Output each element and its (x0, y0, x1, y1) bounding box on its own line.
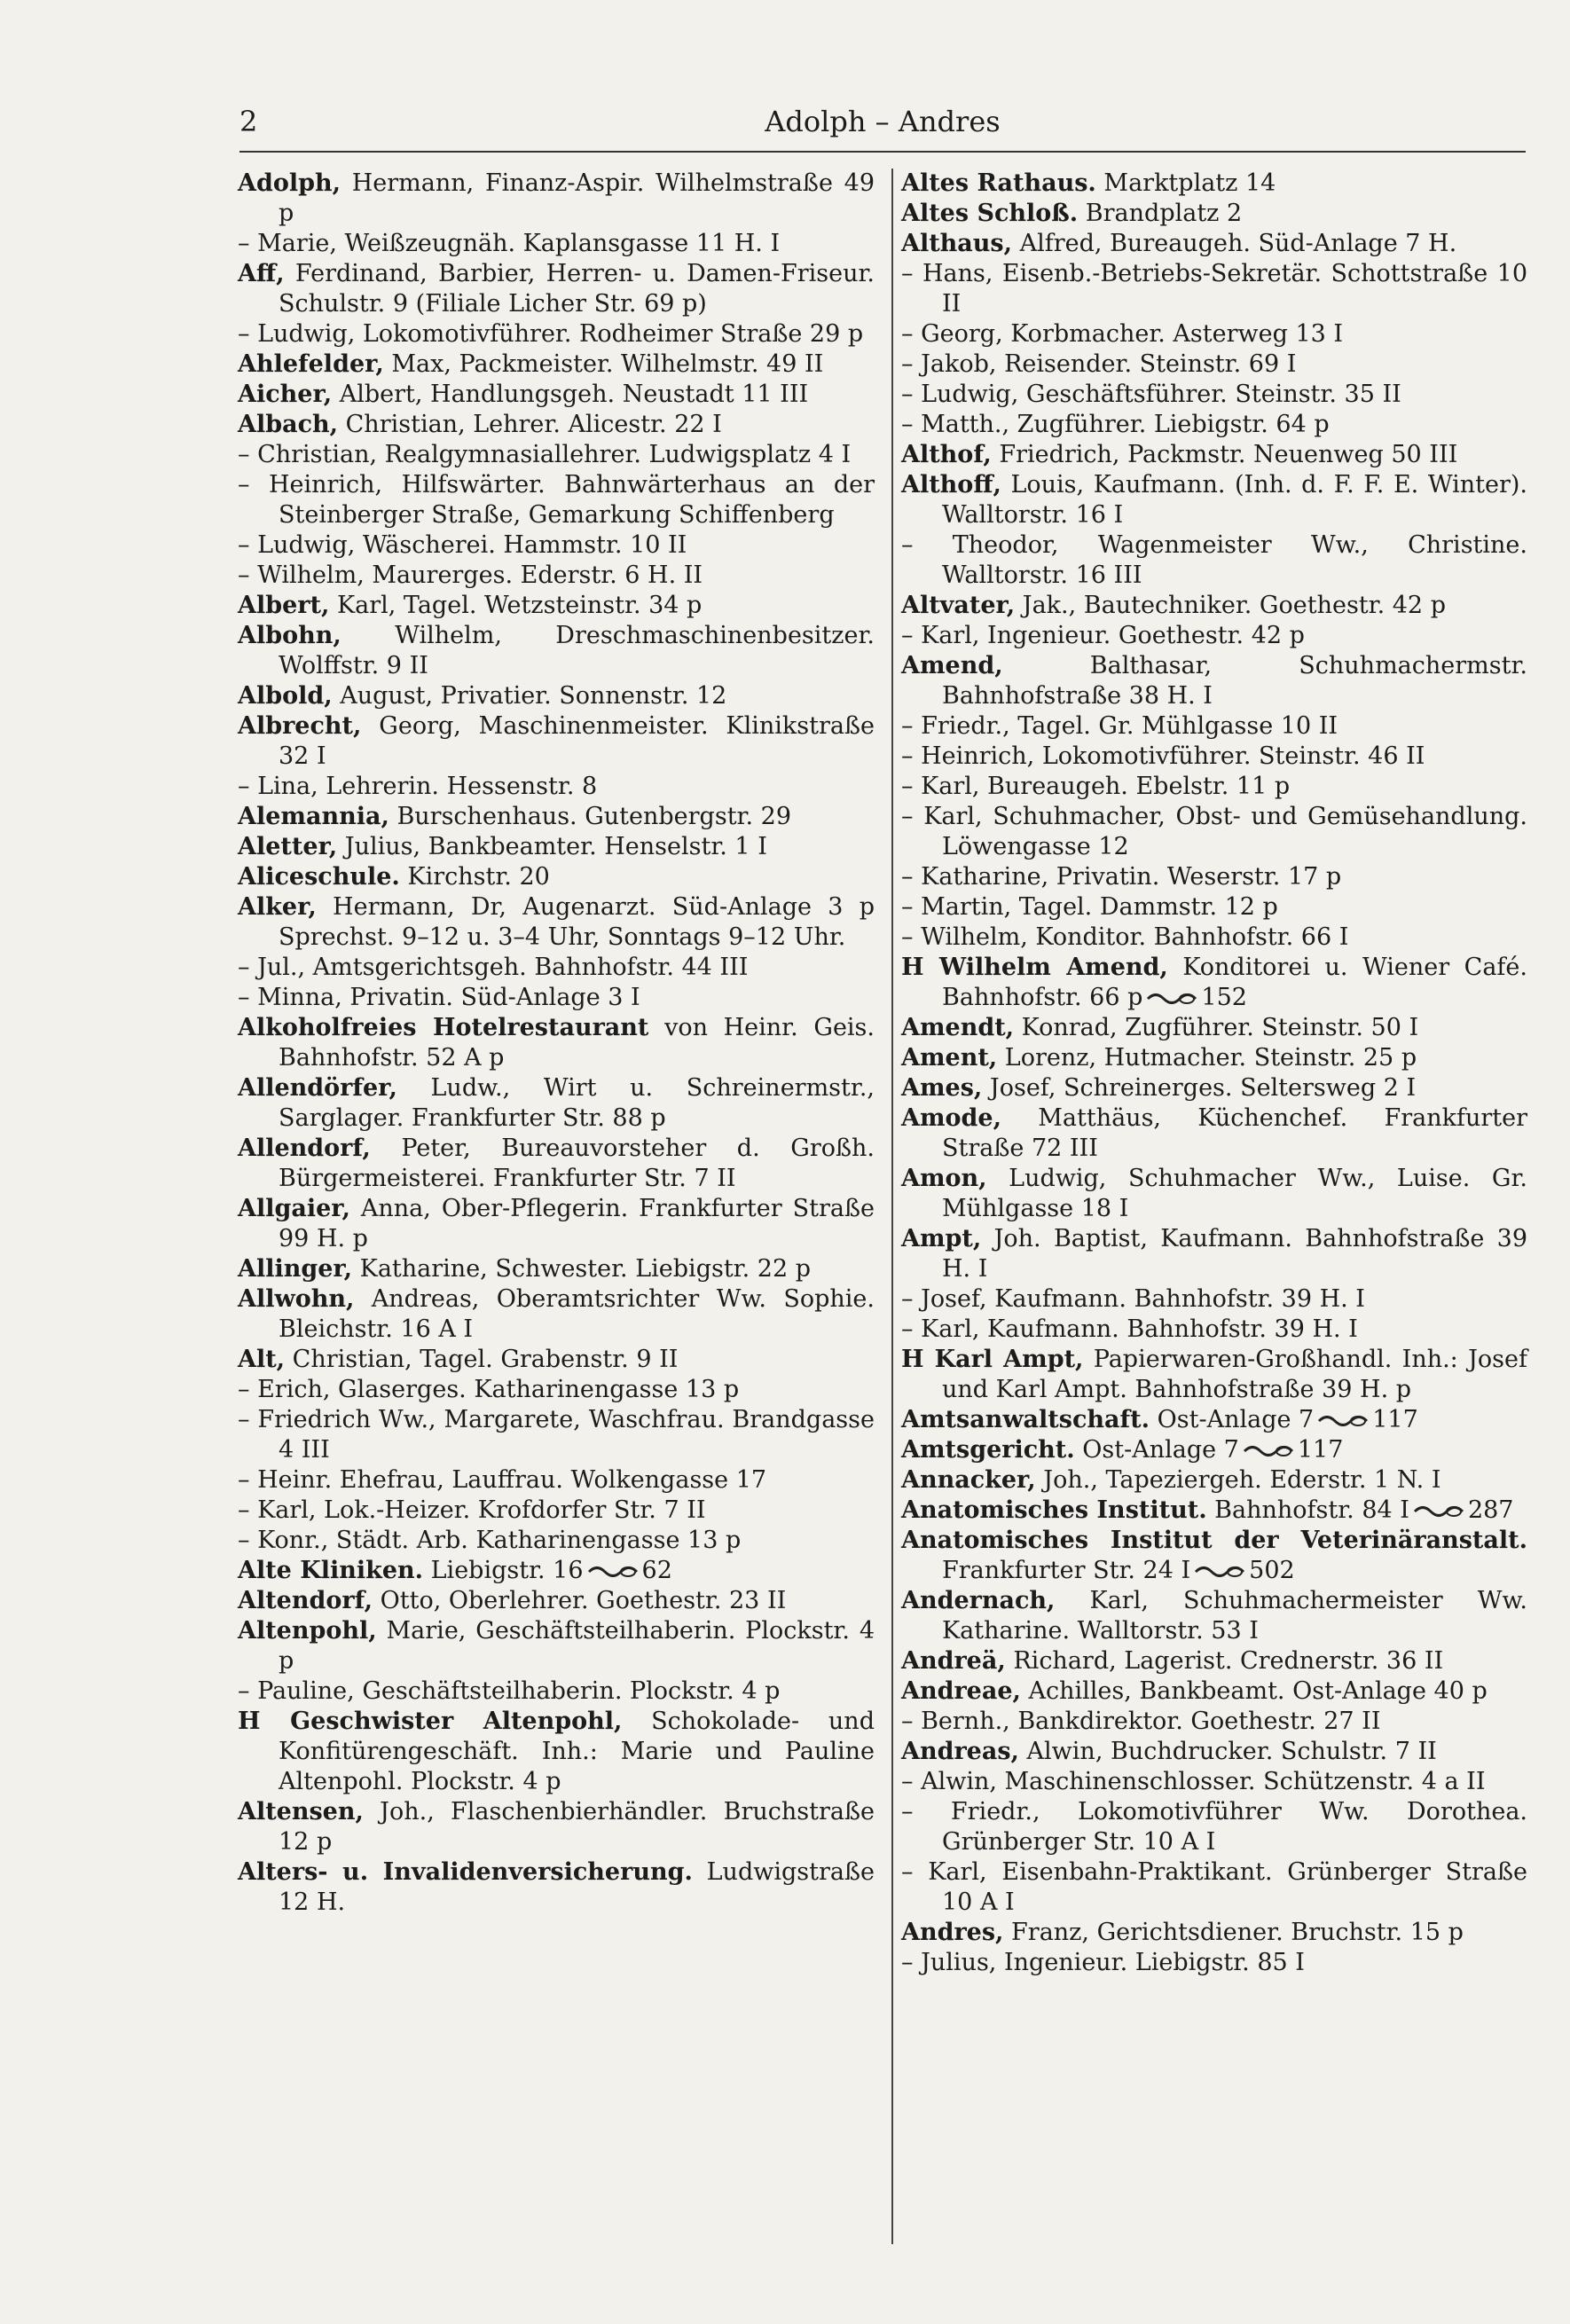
directory-entry (901, 1073, 1527, 1103)
telephone-icon (587, 1566, 639, 1578)
entry-details: – Heinrich, Hilfswärter. Bahnwärterhaus an der Steinberger Straße, Gemarkung Schiffenberg (238, 471, 875, 529)
directory-entry (238, 1345, 875, 1375)
entry-name: Altensen, (238, 1798, 364, 1825)
entry-name: Amon, (901, 1165, 987, 1192)
telephone-icon (1146, 993, 1197, 1005)
entry-details: Anna, Ober-Pflegerin. Frankfurter Straße 99 H. p (279, 1195, 875, 1252)
entry-details: Katharine, Schwester. Liebigstr. 22 p (352, 1255, 812, 1283)
entry-details: – Pauline, Geschäftsteilhaberin. Plockstr. 4 p (238, 1677, 781, 1705)
entry-details: – Alwin, Maschinenschlosser. Schützenstr. 4 a II (901, 1768, 1486, 1795)
entry-name: Albert, (238, 592, 330, 619)
entry-name: H Karl Ampt, (901, 1346, 1084, 1373)
entry-details: – Matth., Zugführer. Liebigstr. 64 p (901, 411, 1330, 438)
entry-name: Amendt, (901, 1014, 1015, 1041)
entry-name: Andernach, (901, 1587, 1056, 1614)
entry-name: H Wilhelm Amend, (901, 954, 1168, 981)
entry-details: – Katharine, Privatin. Weserstr. 17 p (901, 863, 1342, 891)
entry-details: – Friedrich Ww., Margarete, Waschfrau. Brandgasse 4 III (238, 1406, 875, 1464)
entry-details: Jak., Bautechniker. Goethestr. 42 p (1015, 592, 1446, 619)
directory-entry (901, 1797, 1527, 1857)
entry-name: Andreä, (901, 1647, 1006, 1675)
directory-entry (901, 892, 1527, 923)
entry-details: – Georg, Korbmacher. Asterweg 13 I (901, 320, 1344, 348)
entry-details: Achilles, Bankbeamt. Ost-Anlage 40 p (1020, 1677, 1488, 1705)
directory-entry (901, 319, 1527, 349)
entry-name: Althof, (901, 441, 992, 468)
directory-entry (238, 802, 875, 832)
directory-entry (238, 1586, 875, 1616)
directory-entry (901, 711, 1527, 742)
directory-entry (238, 1616, 875, 1676)
entry-details: Liebigstr. 16 (423, 1557, 584, 1584)
directory-entry (901, 1737, 1527, 1767)
entry-details: Karl, Tagel. Wetzsteinstr. 34 p (329, 592, 703, 619)
entry-name: Ament, (901, 1044, 998, 1072)
column-divider (891, 169, 893, 2244)
left-column (238, 169, 875, 1918)
directory-entry (238, 440, 875, 470)
entry-name: Albold, (238, 682, 333, 710)
directory-entry (901, 199, 1527, 229)
entry-name: Allendörfer, (238, 1074, 397, 1102)
entry-name: Adolph, (238, 169, 341, 197)
entry-details: Alfred, Bureaugeh. Süd-Anlage 7 H. (1012, 230, 1457, 257)
directory-entry (238, 1254, 875, 1284)
directory-entry (901, 1465, 1527, 1496)
entry-details: Matthäus, Küchenchef. Frankfurter Straße 72 III (942, 1104, 1527, 1162)
entry-name: Altes Rathaus. (901, 169, 1096, 197)
entry-details: Bahnhofstr. 84 I (1206, 1496, 1409, 1524)
entry-name: Andres, (901, 1919, 1004, 1946)
entry-details: – Marie, Weißzeugnäh. Kaplansgasse 11 H. I (238, 230, 781, 257)
entry-name: Altendorf, (238, 1587, 373, 1614)
directory-entry (238, 410, 875, 440)
directory-entry (238, 169, 875, 229)
entry-name: Anatomisches Institut. (901, 1496, 1207, 1524)
entry-name: Altvater, (901, 592, 1016, 619)
directory-entry (238, 832, 875, 862)
directory-entry (238, 1707, 875, 1797)
entry-details: Ferdinand, Barbier, Herren- u. Damen-Friseur. Schulstr. 9 (Filiale Licher Str. 69 p) (279, 260, 875, 318)
telephone-icon (1194, 1566, 1245, 1578)
entry-name: Allinger, (238, 1255, 353, 1283)
telephone-icon (1243, 1445, 1294, 1457)
entry-details: – Ludwig, Wäscherei. Hammstr. 10 II (238, 531, 687, 559)
entry-details: Joh., Tapeziergeh. Ederstr. 1 N. I (1035, 1466, 1441, 1494)
entry-details: Marktplatz 14 (1095, 169, 1276, 197)
entry-name: Anatomisches Institut der Veterinäranstalt. (901, 1527, 1527, 1554)
entry-details: von Heinr. Geis. Bahnhofstr. 52 A p (279, 1014, 875, 1072)
entry-name: Amode, (901, 1104, 1001, 1132)
telephone-icon (1317, 1415, 1369, 1427)
entry-details: – Heinr. Ehefrau, Lauffrau. Wolkengasse 17 (238, 1466, 767, 1494)
directory-entry (901, 1676, 1527, 1707)
entry-details: Joh. Baptist, Kaufmann. Bahnhofstraße 39 H. I (942, 1225, 1527, 1283)
entry-name: Alemannia, (238, 803, 389, 830)
entry-name: Allwohn, (238, 1285, 355, 1313)
entry-details: – Jul., Amtsgerichtsgeh. Bahnhofstr. 44 III (238, 954, 749, 981)
phone-number: 287 (1467, 1496, 1514, 1524)
entry-details: Otto, Oberlehrer. Goethestr. 23 II (373, 1587, 787, 1614)
entry-name: Amend, (901, 652, 1003, 679)
entry-details: – Lina, Lehrerin. Hessenstr. 8 (238, 773, 598, 800)
entry-name: Alte Kliniken. (238, 1557, 424, 1584)
directory-entry (901, 1526, 1527, 1586)
directory-entry (901, 1013, 1527, 1043)
directory-entry (901, 1586, 1527, 1646)
directory-entry (238, 1465, 875, 1496)
phone-number: 117 (1297, 1436, 1344, 1464)
entry-name: Altenpohl, (238, 1617, 377, 1645)
directory-entry (238, 1013, 875, 1073)
entry-details: – Ludwig, Lokomotivführer. Rodheimer Straße 29 p (238, 320, 864, 348)
entry-details: – Minna, Privatin. Süd-Anlage 3 I (238, 984, 640, 1011)
entry-details: – Wilhelm, Maurerges. Ederstr. 6 H. II (238, 561, 703, 589)
right-column (901, 169, 1527, 1978)
entry-name: Ampt, (901, 1225, 982, 1252)
directory-entry (238, 621, 875, 681)
entry-details: – Karl, Kaufmann. Bahnhofstr. 39 H. I (901, 1315, 1358, 1343)
directory-entry (901, 862, 1527, 892)
directory-entry (901, 1043, 1527, 1073)
directory-entry (238, 1284, 875, 1345)
entry-details: – Jakob, Reisender. Steinstr. 69 I (901, 350, 1297, 378)
directory-entry (901, 953, 1527, 1013)
entry-name: Alters- u. Invalidenversicherung. (238, 1858, 693, 1886)
entry-details: Kirchstr. 20 (399, 863, 550, 891)
directory-entry (901, 621, 1527, 651)
entry-details: Brandplatz 2 (1078, 200, 1243, 227)
directory-entry (238, 591, 875, 621)
directory-entry (901, 1315, 1527, 1345)
directory-entry (901, 802, 1527, 862)
directory-entry (901, 772, 1527, 802)
directory-entry (238, 892, 875, 953)
entry-name: Allendorf, (238, 1135, 371, 1162)
directory-entry (238, 561, 875, 591)
entry-details: Konditorei u. Wiener Café. Bahnhofstr. 66 p (942, 954, 1527, 1011)
entry-details: Ludwig, Schuhmacher Ww., Luise. Gr. Mühlgasse 18 I (942, 1165, 1527, 1222)
directory-entry (901, 1857, 1527, 1918)
directory-entry (238, 1526, 875, 1556)
entry-name: Aff, (238, 260, 285, 287)
entry-name: Annacker, (901, 1466, 1036, 1494)
entry-details: Wilhelm, Dreschmaschinenbesitzer. Wolffstr. 9 II (279, 622, 875, 679)
entry-details: Lorenz, Hutmacher. Steinstr. 25 p (997, 1044, 1417, 1072)
entry-name: Alker, (238, 893, 317, 921)
entry-details: Peter, Bureauvorsteher d. Großh. Bürgermeisterei. Frankfurter Str. 7 II (279, 1135, 875, 1192)
entry-details: – Wilhelm, Konditor. Bahnhofstr. 66 I (901, 923, 1349, 951)
directory-entry (901, 229, 1527, 259)
entry-name: Althoff, (901, 471, 1001, 499)
directory-entry (901, 259, 1527, 319)
directory-entry (238, 1857, 875, 1918)
entry-name: Albrecht, (238, 712, 362, 740)
entry-name: Andreas, (901, 1738, 1019, 1765)
directory-entry (238, 229, 875, 259)
directory-entry (901, 1224, 1527, 1284)
entry-details: Marie, Geschäftsteilhaberin. Plockstr. 4 p (279, 1617, 875, 1675)
phone-number: 62 (641, 1557, 672, 1584)
entry-details: – Friedr., Tagel. Gr. Mühlgasse 10 II (901, 712, 1338, 740)
directory-entry (901, 1948, 1527, 1978)
entry-name: Aletter, (238, 833, 338, 860)
entry-details: Burschenhaus. Gutenbergstr. 29 (389, 803, 792, 830)
entry-details: – Friedr., Lokomotivführer Ww. Dorothea. Grünberger Str. 10 A I (901, 1798, 1527, 1856)
directory-entry (238, 1496, 875, 1526)
directory-entry (238, 1073, 875, 1134)
header-rule (239, 151, 1526, 153)
entry-details: Karl, Schuhmachermeister Ww. Katharine. Walltorstr. 53 I (942, 1587, 1527, 1645)
directory-entry (238, 1375, 875, 1405)
entry-name: Allgaier, (238, 1195, 350, 1222)
directory-entry (901, 1284, 1527, 1315)
entry-details: – Konr., Städt. Arb. Katharinengasse 13 p (238, 1527, 742, 1554)
entry-name: Althaus, (901, 230, 1013, 257)
entry-details: Frankfurter Str. 24 I (942, 1557, 1191, 1584)
directory-entry (901, 410, 1527, 440)
entry-name: Ahlefelder, (238, 350, 384, 378)
entry-details: Ludw., Wirt u. Schreinermstr., Sarglager. Frankfurter Str. 88 p (279, 1074, 875, 1132)
directory-entry (901, 470, 1527, 530)
directory-entry (901, 1707, 1527, 1737)
entry-name: Aliceschule. (238, 863, 400, 891)
entry-details: Christian, Lehrer. Alicestr. 22 I (338, 411, 722, 438)
directory-entry (901, 923, 1527, 953)
directory-entry (238, 470, 875, 530)
entry-details: Christian, Tagel. Grabenstr. 9 II (285, 1346, 679, 1373)
directory-entry (901, 1646, 1527, 1676)
entry-details: Friedrich, Packmstr. Neuenweg 50 III (991, 441, 1458, 468)
entry-details: Albert, Handlungsgeh. Neustadt 11 III (332, 381, 809, 408)
entry-details: – Ludwig, Geschäftsführer. Steinstr. 35 II (901, 381, 1401, 408)
entry-details: Max, Packmeister. Wilhelmstr. 49 II (383, 350, 824, 378)
directory-entry (238, 862, 875, 892)
directory-entry (901, 1103, 1527, 1164)
entry-name: Altes Schloß. (901, 200, 1079, 227)
entry-details: Julius, Bankbeamter. Henselstr. 1 I (337, 833, 767, 860)
entry-details: – Christian, Realgymnasiallehrer. Ludwigsplatz 4 I (238, 441, 852, 468)
directory-entry (901, 349, 1527, 380)
phone-number: 152 (1201, 984, 1247, 1011)
telephone-icon (1413, 1505, 1464, 1518)
entry-details: – Theodor, Wagenmeister Ww., Christine. Walltorstr. 16 III (901, 531, 1527, 589)
page-header (239, 105, 1526, 147)
directory-entry (238, 1194, 875, 1254)
entry-details: Josef, Schreinerges. Seltersweg 2 I (982, 1074, 1417, 1102)
phone-number: 502 (1249, 1557, 1295, 1584)
directory-entry (238, 1556, 875, 1586)
directory-entry (238, 349, 875, 380)
entry-details: Andreas, Oberamtsrichter Ww. Sophie. Bleichstr. 16 A I (279, 1285, 875, 1343)
entry-name: Amtsanwaltschaft. (901, 1406, 1150, 1433)
entry-details: – Karl, Eisenbahn-Praktikant. Grünberger Straße 10 A I (901, 1858, 1527, 1916)
directory-entry (901, 440, 1527, 470)
entry-details: Ludwigstraße 12 H. (279, 1858, 875, 1916)
entry-name: Andreae, (901, 1677, 1021, 1705)
entry-details: – Karl, Schuhmacher, Obst- und Gemüsehandlung. Löwengasse 12 (901, 803, 1527, 860)
directory-entry (238, 259, 875, 319)
directory-entry (901, 1405, 1527, 1435)
directory-entry (901, 591, 1527, 621)
directory-entry (901, 1767, 1527, 1797)
entry-details: Franz, Gerichtsdiener. Bruchstr. 15 p (1003, 1919, 1464, 1946)
entry-name: Alt, (238, 1346, 286, 1373)
phone-number: 117 (1372, 1406, 1418, 1433)
directory-entry (238, 681, 875, 711)
directory-entry (238, 772, 875, 802)
entry-details: – Erich, Glaserges. Katharinengasse 13 p (238, 1376, 740, 1403)
directory-entry (901, 651, 1527, 711)
directory-entry (901, 1164, 1527, 1224)
entry-details: August, Privatier. Sonnenstr. 12 (332, 682, 727, 710)
directory-entry (238, 1134, 875, 1194)
page-number: 2 (239, 105, 258, 138)
entry-details: Hermann, Finanz-Aspir. Wilhelmstraße 49 p (279, 169, 875, 227)
entry-details: – Karl, Ingenieur. Goethestr. 42 p (901, 622, 1305, 649)
directory-entry (901, 742, 1527, 772)
entry-details: Alwin, Buchdrucker. Schulstr. 7 II (1018, 1738, 1437, 1765)
entry-details: – Bernh., Bankdirektor. Goethestr. 27 II (901, 1708, 1381, 1735)
directory-entry (238, 319, 875, 349)
entry-details: Balthasar, Schuhmachermstr. Bahnhofstraße 38 H. I (942, 652, 1527, 710)
entry-details: – Martin, Tagel. Dammstr. 12 p (901, 893, 1278, 921)
entry-details: – Hans, Eisenb.-Betriebs-Sekretär. Schottstraße 10 II (901, 260, 1527, 318)
entry-details: – Karl, Bureaugeh. Ebelstr. 11 p (901, 773, 1291, 800)
directory-entry (238, 380, 875, 410)
directory-entry (238, 1676, 875, 1707)
running-head: Adolph – Andres (765, 105, 1001, 138)
directory-entry (238, 983, 875, 1013)
directory-entry (901, 1918, 1527, 1948)
directory-entry (901, 530, 1527, 591)
entry-name: Ames, (901, 1074, 983, 1102)
directory-entry (238, 711, 875, 772)
directory-entry (238, 953, 875, 983)
entry-name: Amtsgericht. (901, 1436, 1075, 1464)
entry-details: – Karl, Lok.-Heizer. Krofdorfer Str. 7 II (238, 1496, 706, 1524)
entry-details: – Julius, Ingenieur. Liebigstr. 85 I (901, 1949, 1305, 1976)
entry-details: – Heinrich, Lokomotivführer. Steinstr. 46 II (901, 742, 1425, 770)
entry-details: Konrad, Zugführer. Steinstr. 50 I (1014, 1014, 1419, 1041)
directory-entry (238, 530, 875, 561)
entry-name: Alkoholfreies Hotelrestaurant (238, 1014, 649, 1041)
entry-details: Georg, Maschinenmeister. Klinikstraße 32 I (279, 712, 875, 770)
entry-details: Schokolade- und Konfitürengeschäft. Inh.: Marie und Pauline Altenpohl. Plockstr. 4 p (279, 1708, 875, 1795)
entry-name: H Geschwister Altenpohl, (238, 1708, 623, 1735)
entry-name: Aicher, (238, 381, 333, 408)
entry-details: Ost-Anlage 7 (1074, 1436, 1239, 1464)
entry-details: Joh., Flaschenbierhändler. Bruchstraße 12 p (279, 1798, 875, 1856)
directory-entry (901, 1435, 1527, 1465)
entry-name: Albohn, (238, 622, 341, 649)
entry-details: Richard, Lagerist. Crednerstr. 36 II (1005, 1647, 1444, 1675)
entry-details: Papierwaren-Großhandl. Inh.: Josef und Karl Ampt. Bahnhofstraße 39 H. p (942, 1346, 1527, 1403)
directory-entry (901, 1496, 1527, 1526)
entry-details: Louis, Kaufmann. (Inh. d. F. F. E. Winter). Walltorstr. 16 I (942, 471, 1527, 529)
entry-details: – Josef, Kaufmann. Bahnhofstr. 39 H. I (901, 1285, 1365, 1313)
entry-details: Ost-Anlage 7 (1150, 1406, 1315, 1433)
directory-entry (901, 1345, 1527, 1405)
directory-entry (238, 1405, 875, 1465)
directory-entry (901, 380, 1527, 410)
directory-entry (901, 169, 1527, 199)
directory-entry (238, 1797, 875, 1857)
entry-details: Hermann, Dr, Augenarzt. Süd-Anlage 3 p Sprechst. 9–12 u. 3–4 Uhr, Sonntags 9–12 Uhr. (279, 893, 875, 951)
entry-name: Albach, (238, 411, 339, 438)
